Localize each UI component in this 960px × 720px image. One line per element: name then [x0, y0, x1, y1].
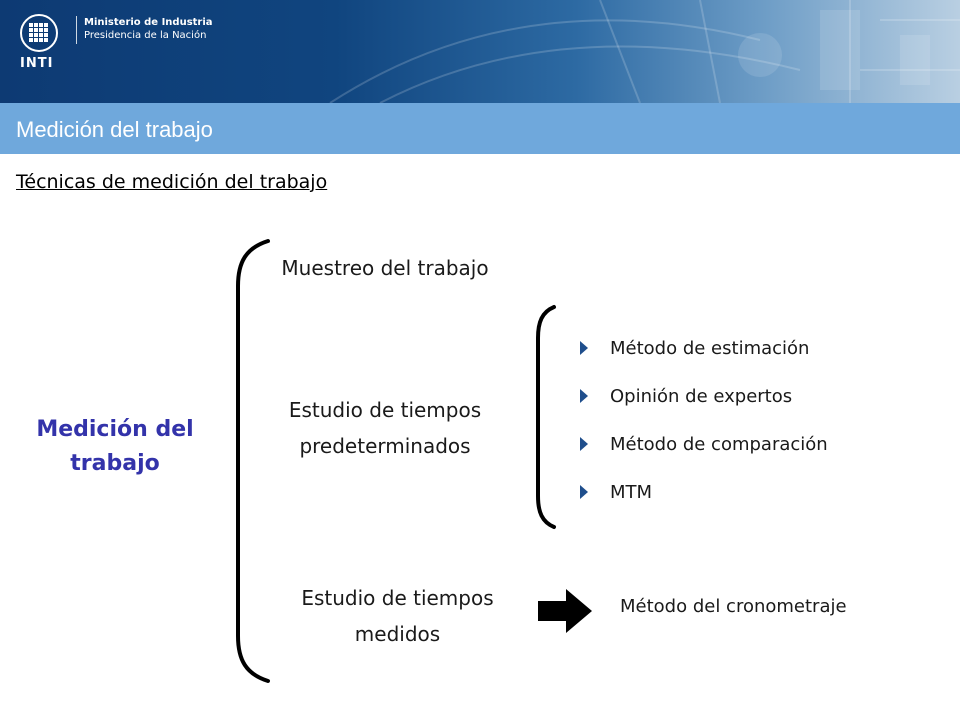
predetermined-methods-list: [578, 330, 828, 522]
methods-bracket: [538, 307, 554, 527]
slide-title: Medición del trabajo: [16, 117, 213, 142]
list-item: [578, 378, 828, 426]
category-work-sampling: Muestreo del trabajo: [281, 256, 489, 280]
method-label: MTM: [610, 482, 653, 503]
chevron-right-icon: [580, 341, 588, 355]
chevron-right-icon: [580, 389, 588, 403]
list-item: [578, 474, 828, 522]
method-label: Método de comparación: [610, 434, 828, 455]
ministry-line-2: Presidencia de la Nación: [84, 30, 207, 41]
chevron-right-icon: [580, 437, 588, 451]
measured-result-label: Método del cronometraje: [620, 596, 847, 617]
list-item: [578, 330, 828, 378]
chevron-right-icon: [580, 485, 588, 499]
logo-text: INTI: [20, 56, 54, 71]
main-concept-label: Medición del trabajo: [36, 417, 194, 476]
method-label: Opinión de expertos: [610, 386, 793, 407]
method-label: Método de estimación: [610, 338, 810, 359]
slide-subtitle: Técnicas de medición del trabajo: [16, 171, 328, 193]
right-arrow-icon: [538, 589, 592, 633]
ministry-line-1: Ministerio de Industria: [84, 17, 213, 28]
list-item: [578, 426, 828, 474]
category-predetermined-times: Estudio de tiempos predeterminados: [288, 398, 482, 458]
category-measured-times: Estudio de tiempos medidos: [301, 586, 494, 646]
